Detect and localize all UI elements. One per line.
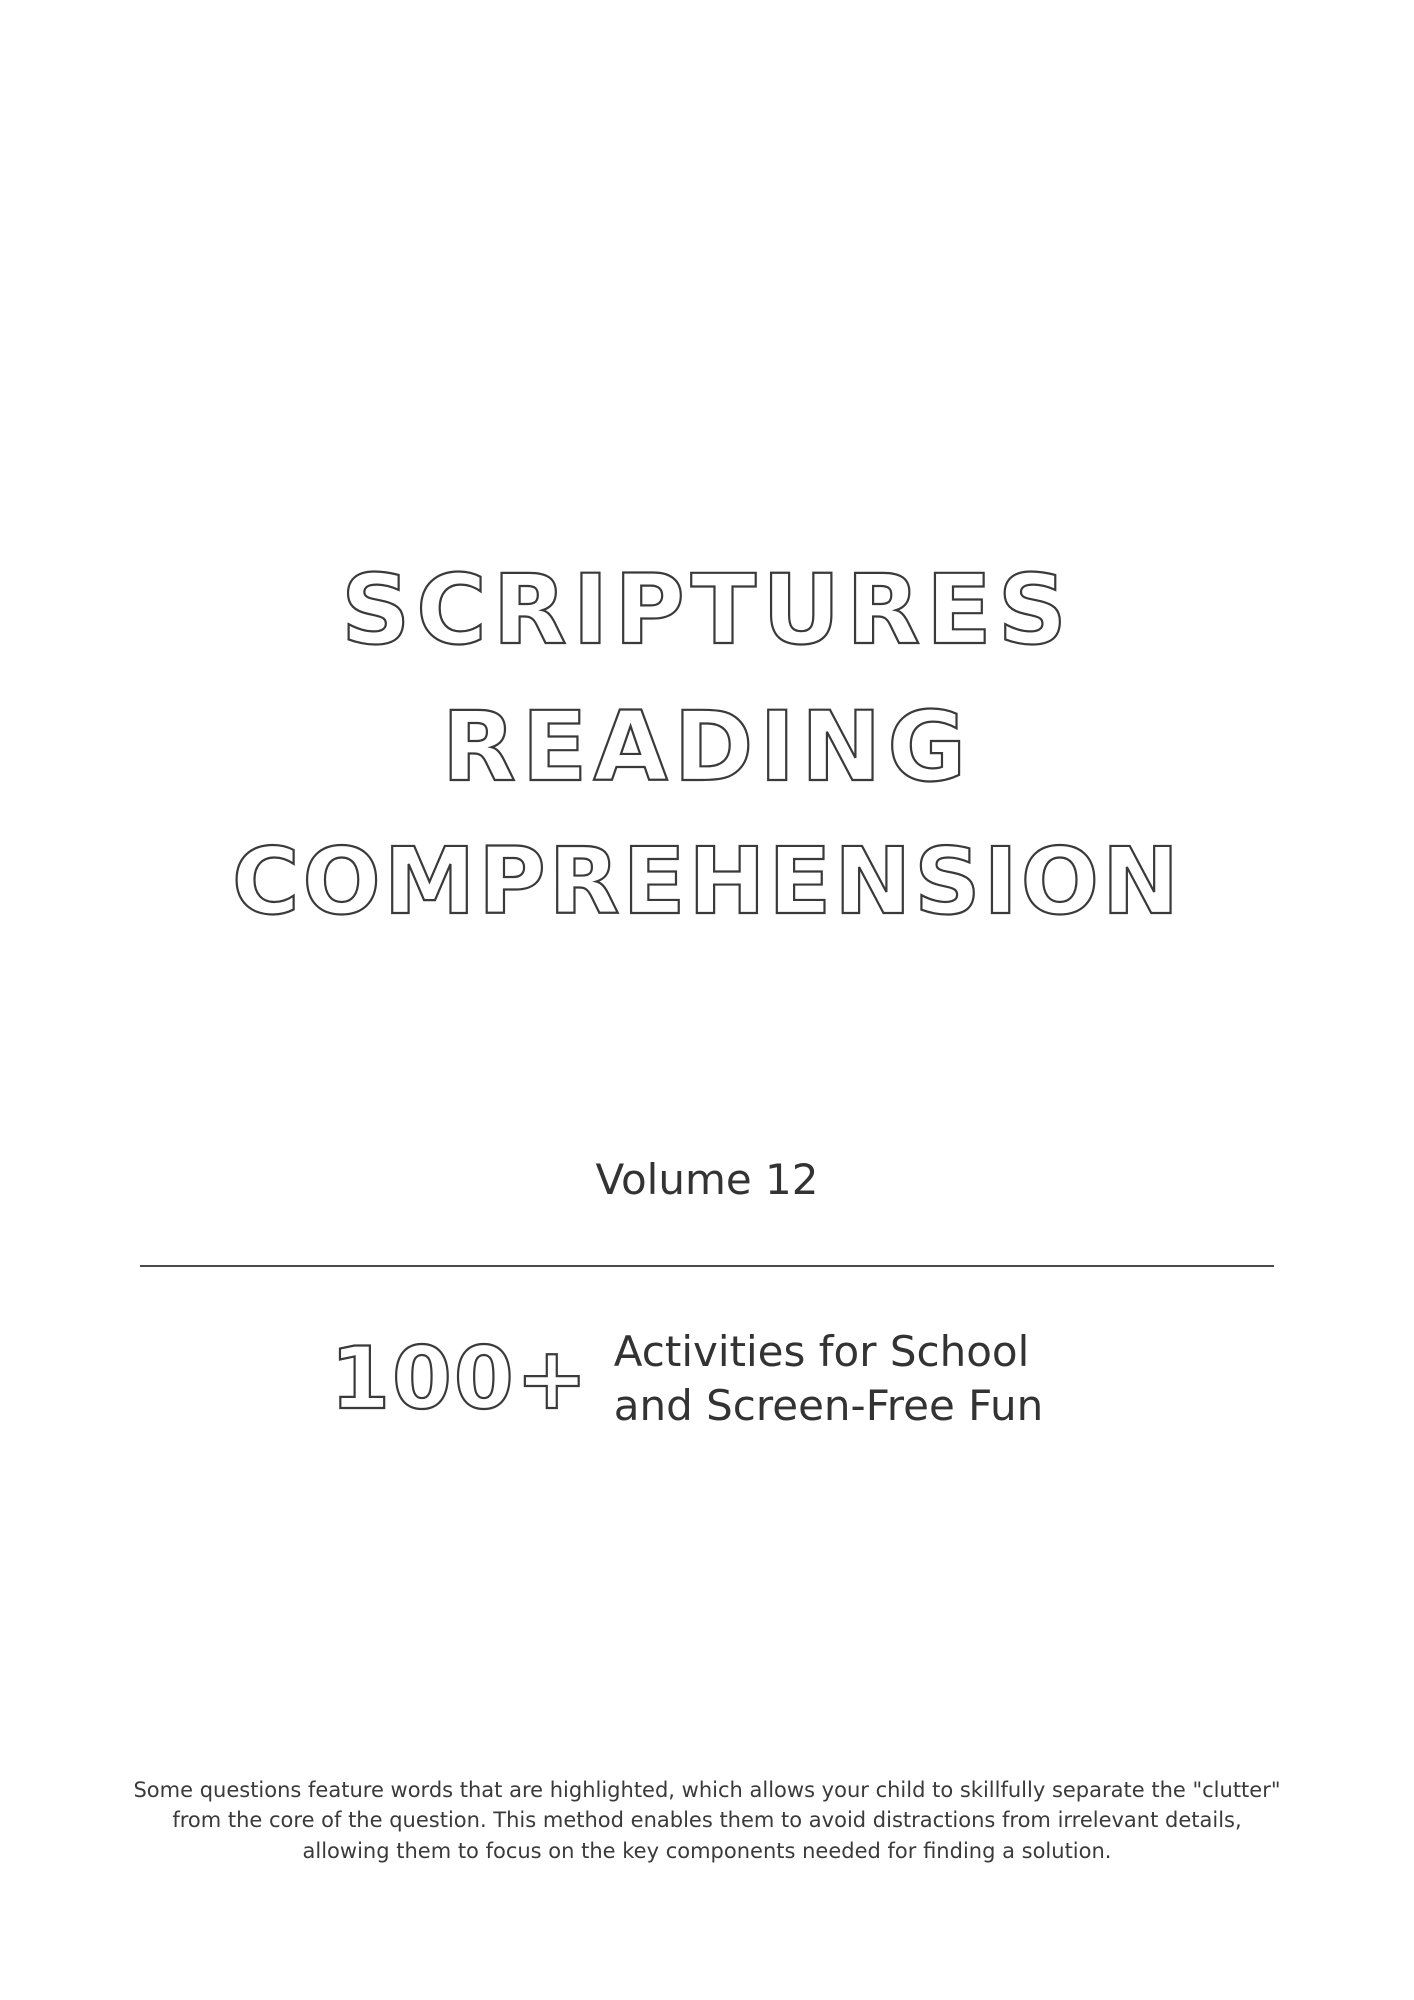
activities-description-line-1: Activities for School (613, 1327, 1030, 1376)
volume-label: Volume 12 (595, 1155, 819, 1204)
footer-note (0, 1775, 1414, 1866)
activities-description (614, 1325, 1084, 1433)
cover-title (0, 554, 1414, 935)
footer-note-line-1: Some questions feature words that are highlighted, which allows your child to skillfully separate the "clutter" (133, 1778, 1281, 1802)
activities-description-line-2: and Screen-Free Fun (613, 1380, 1044, 1430)
title-line-2: READING (441, 690, 973, 803)
horizontal-divider (140, 1265, 1274, 1267)
title-line-1: SCRIPTURES (341, 554, 1073, 666)
title-line-3: COMPREHENSION (232, 827, 1182, 935)
activities-block (0, 1325, 1414, 1433)
footer-note-line-2: from the core of the question. This method enables them to avoid distractions from irrelevant details, (172, 1808, 1242, 1833)
footer-note-line-3: allowing them to focus on the key components needed for finding a solution. (302, 1838, 1112, 1863)
activities-count: 100+ (330, 1328, 590, 1429)
